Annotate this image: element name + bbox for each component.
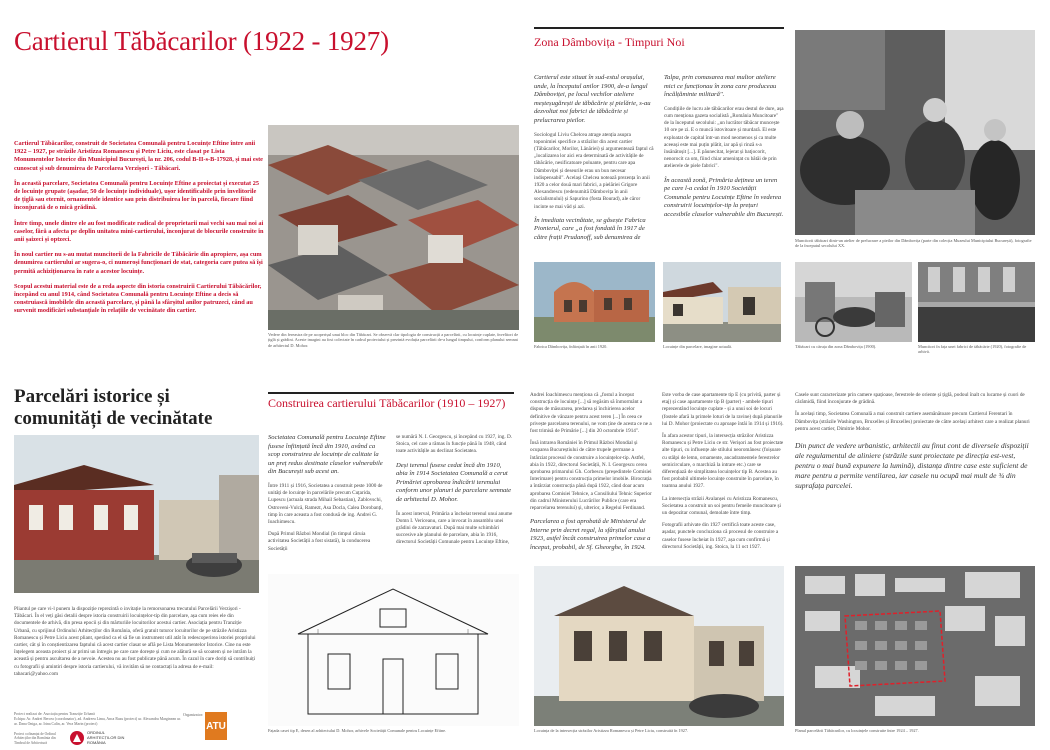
oar-logo-icon xyxy=(70,731,84,745)
constr-col-1 xyxy=(268,434,386,553)
photo-caption: Locuința de la intersecția străzilor Aristizza Romanescu și Petre Liciu, construită în 1927. xyxy=(534,728,689,733)
oar-logo-label: ORDINUL ARHITECȚILOR DIN ROMÂNIA xyxy=(87,730,125,745)
zona-ital: În imediata vecinătate, se găsește Fabrica Pionierul, care „a fost fondată în 1917 de către frații Prudanoff, sub denumirea de xyxy=(534,216,646,241)
photo-caption: Fabrica Dâmbovița, înființată în anii 1920. xyxy=(534,344,608,349)
constr-col-2 xyxy=(396,434,514,547)
constr-body: Casele sunt caracterizate prin camere spațioase, ferestrele de oriente și țiglă, podoul înalt cu lucarne și cuori de cărămidă, fiind înconjurate de grădină. xyxy=(795,392,1025,406)
crowd-photo xyxy=(918,262,1035,342)
constr-body: În același timp, Societatea Comunală a mai construit cartiere asemănătoare precum Cartierul Ferentari în Dâmbovița (străzile Washington, Bruxelles și Bruxelles) proiectate de către același arhitect care a realizat planuri pentru acest cartier, Dimitrie Mohor. xyxy=(795,411,1030,432)
constr-ital: Deși terenul fusese cedat încă din 1910, abia în 1914 Societatea Comunală a cerut Primăriei aprobarea îndicării terenului conform unor planuri de parcelare semnate de arhitectul D. Mohor. xyxy=(396,461,512,503)
page-title: Cartierul Tăbăcarilor (1922 - 1927) xyxy=(14,26,389,56)
workshop-photo xyxy=(795,30,1035,235)
photo-caption: Locuințe din parcelare, imagine actuală. xyxy=(663,344,732,349)
aerial-photo xyxy=(268,125,519,330)
footer-text: Pliantul pe care vi-l punem la dispoziție reprezintă o invitație la remorsonarea trecutului Parcelării Verzișori - Tăbăcari. În el veți găsi detalii despre istoria construirii locuințelor-tip din parcelare, așa cum reies ele din documentele de arhivă, din presa epocii și din mărturiile locuitorilor acestui cartier. Asociația pentru Tranziție Urbană, cu sprijinul Ordinului Arhitecților din România, oferă gratuit tuturor locuitorilor de pe străzile Aristizza Romanescu și Petre Liciu acest pliant, sperând ca el să fie un instrument util atât în redescoperirea istoriei propriului cartier, cât și în conștientizarea faptului că acest cartier clasat se află pe Lista Monumentelor Istorice. Cine nu este înțelegem aceasta proiect și ar primi un întregis pe care care dorește și cum ne alătură se să scoatem și ne intrăm la această și pentru ascultarea de a nevoie. Acestea nu au fost publicate până acum. În cazul în care doriți să contribuiți cu fotografii și amintiri despre istoria cartierului, vă invităm să ne contactați la adresa de e-mail: tabacari@yahoo.com xyxy=(14,606,256,677)
aerial-plan xyxy=(795,566,1035,726)
constr-body: Însă intrarea României în Primul Război Mondial și ocuparea Bucureștiului de către trupele germane a întârziat procesul de construire a locuințelor-tip. Astfel, abia în 1922, directorul Societății, N. I. Georgescu cerea aprobarea primarului Gh. Corbescu (președintele Comisiei Interimare) pentru construcția primelor imobile. Birocrația a întârziat construcția până după 1922, când doar acum aprobarea Comisiei Tehnice, a Consiliului Tehnic Superior din cadrul Ministerului Lucrărilor Publice (care era reparcelarea terenului) și, ulterior, a Regelui Ferdinand. xyxy=(530,440,652,512)
constr-body: În afara acestor tipuri, la intersecția străzilor Aristizza Romanescu și Petre Liciu ce str. Verișori au fost proiectate alte tipuri, cu influențe ale stilului neoromânesc (foișoare cu stâlpi de lemn, ornamente, ancadramentele ferestrelor semicirculare, o marchiză la intrare etc.) care se diferențiază de simplitatea locuințelor tip B. Acestea au fost probabil ultimele locuințe construite în parcelare, în toamna anului 1927. xyxy=(662,433,784,490)
credits-line: Proiect realizat de: Asociația pentru Tranziție Urbană xyxy=(14,712,95,716)
atu-logo: ATU xyxy=(205,712,227,740)
section-heading: Construirea cartierului Tăbăcarilor (1910 – 1927) xyxy=(268,396,506,410)
constr-col-3 xyxy=(530,392,652,553)
section-heading: Zona Dâmbovița - Timpuri Noi xyxy=(534,35,685,49)
photo-caption: Vedere din fereastra de pe acoperișul unui bloc din Tăbăcari. Se observă clar tipologia de construcții a parcelării, cu locuințe cuplate, învelitori de țiglă și grădini. Aceste imagini au fost colectate în cadrul proiectului și prezintă evoluția parcelării de-a lungul timpului, conform planului semnat de arhitectul D. Mohor. xyxy=(268,332,519,348)
constr-body: La intersecția străzii Avalanșei cu Aristizza Romanescu, Societatea a construit un soi pentru femeile muncitoare și un depozitar comunal, demolate între timp. xyxy=(662,495,781,517)
section-heading: Parcelări istorice și comunități de vecinătate xyxy=(14,386,213,429)
constr-body: În acest interval, Primăria a încheiat terenul unui anume Domn I. Vericeanu, care a invocat în ansamblu unei grădini de zarzavaturi. După mai multe schimbări succesive ale planului de parcelare, abia în 1916, directorul Societății Comunale pentru Locuințe Eftine, xyxy=(396,510,513,546)
street-photo xyxy=(14,435,259,593)
intro-paragraph: Cartierul Tăbăcarilor, construit de Societatea Comunală pentru Locuințe Eftine între anii 1922 – 1927, pe străzile Aristizza Romanescu și Petre Liciu, este clasat pe Lista Monumentelor Istorice din Municipiul București, la nr. 206, codul B-II-s-B-17928, și mai este cunoscut și sub denumirea de Parcelarea Verzișori - Tăbăcari. xyxy=(14,140,263,172)
credits-line: Echipa: Ar. Andrei Bercea (coordonator), ad. Andreea Lima, Anca Rusu (proiect) ur. Alexandru Marginean ur. xyxy=(14,717,181,721)
villa-photo xyxy=(534,566,784,726)
zona-body: Sociologul Liviu Chelcea atrage atenția asupra toponimiei specifice a străzilor din acest cartier (Tăbăcarilor, Morilor, Lânăriei) și argumentează faptul că „localizarea lor aici era determinată de activitățile de tăbăcărie, nesificatoare poluante, pentru care apa Dâmboviței și deseurile erau un bun necesar indispensabil". Același Chelcea notează prezența în anii 1920 a celor două mari fabrici, a pielăriei Grigore Alexandrescu (redenumită Dâmbovița în anii socialismului) și Sapurino (fosta Bourad), ale căror incinte se mai văd și azi. xyxy=(534,131,654,210)
constr-body: Fotografii arhivate din 1927 certifică toate aceste case, așadar, punctele concluziona că procesul de construire a caselor fusese încheiat în 1927, așa cum confirmă și directorul Societății, ing. Stoica, la 11 oct 1927. xyxy=(662,522,779,550)
constr-ital: Societatea Comunală pentru Locuințe Eftine fusese înființată încă din 1910, având ca scop construirea de locuințe de calitate la un preț redus destinate claselor vulnerabile din București sub acest an. xyxy=(268,434,386,476)
credits-line: ar. Dana Oniga, ar. Irina Calin, ar. Vera Marin (proiect) xyxy=(14,722,98,726)
photo-caption: Fațada casei tip E, desen al arhitectului D. Mohor, arhivele Societății Comunale pentru Locuințe Eftine. xyxy=(268,728,447,733)
houses-photo xyxy=(663,262,781,342)
constr-body: Andrei Ioachimescu menționa că „fostul a început construcția de locuințe [...] să regăsim să înmormânt a dispus de măsurarea, predarea și închirierea acelor definitive de vânzare pentru acest teren [...] În ceea ce privește parcelarea terenului, ne vom ține de acesta ce ne a fost trimisă de Primărie [...] din 20 octombrie 1914". xyxy=(530,392,652,435)
photo-caption: Tăbăcari cu căruța din zona Dâmbovița (1900). xyxy=(795,344,877,349)
intro-paragraph: Între timp, unele dintre ele au fost modificate radical de proprietarii mai vechi sau mai noi ai caselor, fără a afecta pe deplin unitatea mini-cartierului, înconjurat de blocurile construite în anii șaizeci și optzeci. xyxy=(14,219,264,244)
photo-caption: Planul parcelării Tăbăcarilor, cu locuințele construite între 1924 – 1927. xyxy=(795,728,919,733)
constr-ital: Din punct de vedere urbanistic, arhitectii au finut cont de diversele dispoziții ale regulamentul de aliniere (străzile sunt proiectate pe direcția est-vest, pentru o mai bună expunere la lumină), distanța dintre case este suficient de mare pentru a permite ventilarea, iar casele nu ocupă mai mult de ¾ din suprafața parcelei. xyxy=(795,441,1029,491)
constr-body: se numără N. I. Georgescu, și începând cu 1927, ing. D. Stoica, cel care a rămas în funcție până în 1948, când toate activitățile au declinat Societatea. xyxy=(396,434,513,455)
photo-caption: Muncitorii tăbăcari dintr-un atelier de prelucrare a pieilor din Dâmbovița (parte din colecția Muzeului Municipiului București), fotografie de la începutul secolului XX. xyxy=(795,238,1032,249)
zona-body: Condițiile de lucru ale tăbăcarilor erau destul de dure, așa cum menționa gazeta socialistă „România Muncitoare" de la începutul secolului: „un lucrător tăbăcar muncește 10 ore pe zi. E o muncă istovitoare și murdară. El este exploatat de capital într-un mod neomenos și ca multe aceeași este mai puțin plătit, iar apă și rinză s-a însănătoșit [...]. E păunecitat, lejerat și batjocorit, nenorocit ca om, fiind chiar amenințat cu bătăi de prin atelierele de piele fabrici". xyxy=(664,105,784,170)
intro-paragraph: Scopul acestui material este de a reda aspecte din istoria construirii Cartierului Tăbăcărilor, începând cu anul 1914, când Societatea Comunală pentru Locuințe Eftine a decis să construiască imobilele din această parcelare, și până la sfârșitul anilor patruzeci, când au survenit modificări substanțiale în relațiile de vecinătate din cartier. xyxy=(14,282,262,315)
constr-col-4 xyxy=(662,392,784,551)
oar-logo xyxy=(70,730,132,745)
horses-photo xyxy=(795,262,912,342)
zona-ital: Cartierul este situat în sud-estul orașului, unde, la începutul anilor 1900, de-a lungul Dâmboviței, pe locul vechilor ateliere meșteșugărești de tăbăcărie și pielărie, s-au dezvoltat noi fabrici de tăbăcărie și prelucrarea pieilor. xyxy=(534,74,651,124)
zona-ital: Talpa, prin comasarea mai multor ateliere mici ce funcționau în zona care produceau încălțăminte militară". xyxy=(664,74,777,99)
section-rule xyxy=(534,27,784,29)
factory-photo xyxy=(534,262,655,342)
facade-drawing xyxy=(268,574,519,726)
zona-ital: În această zonă, Primăria deținea un teren pe care l-a cedat în 1910 Societății Comunale pentru Locuințe Eftine în vederea construirii locuințelor-tip la prețuri accesibile claselor vulnerabile din București. xyxy=(664,176,784,218)
section-rule xyxy=(268,392,514,394)
zona-col-2 xyxy=(664,74,784,220)
photo-caption: Muncitori în fața unei fabrici de tăbăcărie (1920), fotografie de arhivă. xyxy=(918,344,1027,355)
constr-ital: Parcelarea a fost aprobată de Ministerul de Interne prin decret regal, la sfârșitul anului 1923, astfel încât construirea primelor case a început, probabil, de Sf. Gheorghe, în 1924. xyxy=(530,518,651,552)
intro-text xyxy=(14,140,264,323)
zona-col-1 xyxy=(534,74,654,243)
constr-body: Între 1911 și 1916, Societatea a construit peste 1000 de unități de locuințe în parcelările precum Cuțarida, Lupescu (actuala strada Mihail Sebastian), Zablovschi, Ostroveni-Vulcă, Ramezt, Asa Docla, Calea Dorobanți, timp în care aceasta a fost condusă de ing. Andrei G. Ioachimescu. xyxy=(268,482,383,525)
intro-paragraph: În noul cartier nu s-au mutat muncitorii de la Fabricile de Tăbăcărie din apropiere, așa cum denumirea cartierului ar sugera-o, ci numeroși funcționari de stat, categoria care putea să își permită achiziționarea în rate a acestor locuințe. xyxy=(14,251,263,275)
organizer-label: Organizator: xyxy=(183,712,204,717)
intro-paragraph: În această parcelare, Societatea Comunală pentru Locuințe Eftine a proiectat și executat 25 de locuințe grupate (așadar, 50 de locuințe individuale), ușor identificabile prin învelitorile de țiglă sau eternit, ornamentele identice sau prin distribuirea lor în parcelă, fiecare fiind înconjurată de o mică grădină. xyxy=(14,179,260,212)
sponsor-note: Proiect cofinanțat de Ordinul Arhitecților din România din Timbrul de Arhitectură xyxy=(14,732,56,745)
constr-body: După Primul Război Mondial (în timpul căruia activitatea Societății a fost sistată), la conducerea Societății xyxy=(268,531,371,552)
constr-body: Este vorba de case apartamente tip E (cu privită, parter și etaj) și case apartamente tip B (parter) - ambele tipuri reprezentând locuințe cuplate - și a unui soi de locuri (fostele afară la primele loturi de la ravine) după planurile lui D. Mohor (proiectate cu aproape întâi în 1914 și 1916). xyxy=(662,392,784,427)
constr-col-5 xyxy=(795,392,1035,491)
